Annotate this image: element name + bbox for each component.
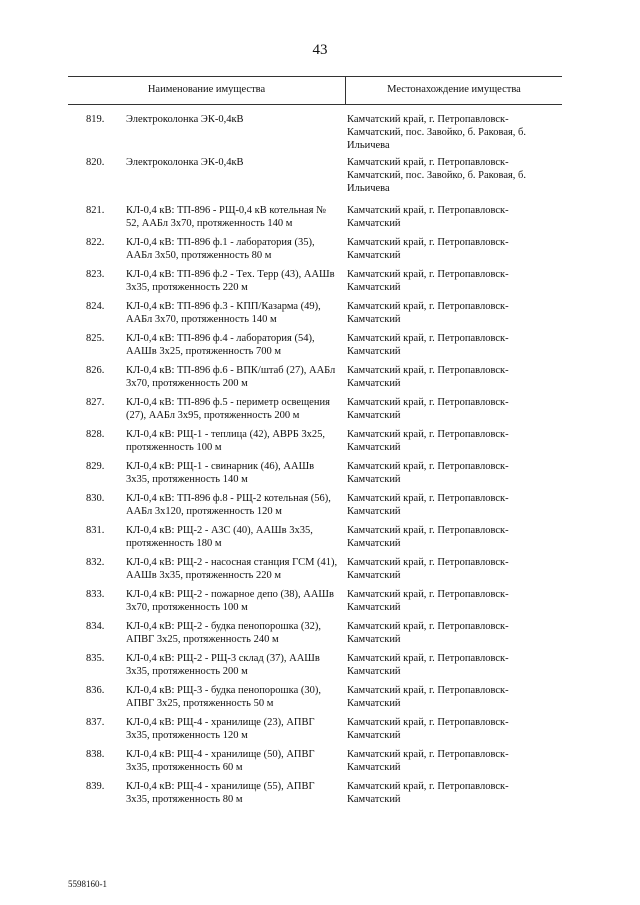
row-number: 838. — [86, 749, 105, 760]
row-location: Камчатский край, г. Петропавловск-Камчатский — [347, 653, 509, 677]
row-location: Камчатский край, г. Петропавловск-Камчатский — [347, 269, 509, 293]
row-property-name: Электроколонка ЭК-0,4кВ — [126, 114, 244, 125]
document-code: 5598160-1 — [68, 879, 107, 889]
row-property-name: КЛ-0,4 кВ: РЩ-2 - будка пенопорошка (32), АПВГ 3х25, протяженность 240 м — [126, 621, 321, 645]
row-property-name: Электроколонка ЭК-0,4кВ — [126, 157, 244, 168]
row-property-name: КЛ-0,4 кВ: РЩ-4 - хранилище (23), АПВГ 3х35, протяженность 120 м — [126, 717, 315, 741]
row-property-name: КЛ-0,4 кВ: РЩ-4 - хранилище (55), АПВГ 3х35, протяженность 80 м — [126, 781, 315, 805]
row-property-name: КЛ-0,4 кВ: ТП-896 ф.3 - КПП/Казарма (49), ААБл 3х70, протяженность 140 м — [126, 301, 321, 325]
row-property-name: КЛ-0,4 кВ: ТП-896 ф.2 - Тех. Терр (43), ААШв 3х35, протяженность 220 м — [126, 269, 335, 293]
row-property-name: КЛ-0,4 кВ: ТП-896 ф.5 - периметр освещения (27), ААБл 3х95, протяженность 200 м — [126, 397, 330, 421]
row-number: 827. — [86, 397, 105, 408]
row-number: 825. — [86, 333, 105, 344]
row-location: Камчатский край, г. Петропавловск-Камчатский — [347, 493, 509, 517]
row-number: 831. — [86, 525, 105, 536]
row-location: Камчатский край, г. Петропавловск-Камчатский — [347, 621, 509, 645]
row-number: 826. — [86, 365, 105, 376]
row-property-name: КЛ-0,4 кВ: РЩ-2 - АЗС (40), ААШв 3х35, протяженность 180 м — [126, 525, 313, 549]
row-property-name: КЛ-0,4 кВ: ТП-896 ф.1 - лаборатория (35), ААБл 3х50, протяженность 80 м — [126, 237, 315, 261]
row-location: Камчатский край, г. Петропавловск-Камчатский — [347, 685, 509, 709]
row-number: 836. — [86, 685, 105, 696]
column-header-name: Наименование имущества — [147, 84, 266, 95]
row-property-name: КЛ-0,4 кВ: РЩ-2 - пожарное депо (38), ААШв 3х70, протяженность 100 м — [126, 589, 334, 613]
row-location: Камчатский край, г. Петропавловск-Камчатский — [347, 461, 509, 485]
row-number: 835. — [86, 653, 105, 664]
row-property-name: КЛ-0,4 кВ: РЩ-2 - насосная станция ГСМ (41), ААШв 3х35, протяженность 220 м — [126, 557, 338, 581]
row-location: Камчатский край, г. Петропавловск-Камчатский, пос. Завойко, б. Раковая, б. Ильичева — [347, 114, 527, 151]
row-location: Камчатский край, г. Петропавловск-Камчатский — [347, 781, 509, 805]
row-location: Камчатский край, г. Петропавловск-Камчатский — [347, 717, 509, 741]
row-number: 833. — [86, 589, 105, 600]
row-location: Камчатский край, г. Петропавловск-Камчатский — [347, 333, 509, 357]
row-number: 832. — [86, 557, 105, 568]
row-property-name: КЛ-0,4 кВ: ТП-896 ф.8 - РЩ-2 котельная (56), ААБл 3х120, протяженность 120 м — [126, 493, 331, 517]
row-property-name: КЛ-0,4 кВ: РЩ-1 - теплица (42), АВРБ 3х25, протяженность 100 м — [126, 429, 326, 453]
column-header-location: Местонахождение имущества — [387, 84, 521, 95]
row-location: Камчатский край, г. Петропавловск-Камчатский, пос. Завойко, б. Раковая, б. Ильичева — [347, 157, 527, 194]
table-header — [68, 76, 562, 105]
row-number: 837. — [86, 717, 105, 728]
row-property-name: КЛ-0,4 кВ: РЩ-2 - РЩ-3 склад (37), ААШв 3х35, протяженность 200 м — [126, 653, 320, 677]
row-number: 830. — [86, 493, 105, 504]
row-number: 834. — [86, 621, 105, 632]
row-property-name: КЛ-0,4 кВ: ТП-896 - РЩ-0,4 кВ котельная № 52, ААБл 3х70, протяженность 140 м — [126, 205, 327, 229]
row-property-name: КЛ-0,4 кВ: РЩ-3 - будка пенопорошка (30), АПВГ 3х25, протяженность 50 м — [126, 685, 321, 709]
row-location: Камчатский край, г. Петропавловск-Камчатский — [347, 589, 509, 613]
row-location: Камчатский край, г. Петропавловск-Камчатский — [347, 749, 509, 773]
page-number: 43 — [312, 42, 328, 58]
row-number: 824. — [86, 301, 105, 312]
row-number: 823. — [86, 269, 105, 280]
row-location: Камчатский край, г. Петропавловск-Камчатский — [347, 525, 509, 549]
row-number: 819. — [86, 114, 105, 125]
row-number: 839. — [86, 781, 105, 792]
row-location: Камчатский край, г. Петропавловск-Камчатский — [347, 205, 509, 229]
row-location: Камчатский край, г. Петропавловск-Камчатский — [347, 365, 509, 389]
row-property-name: КЛ-0,4 кВ: РЩ-4 - хранилище (50), АПВГ 3х35, протяженность 60 м — [126, 749, 315, 773]
row-property-name: КЛ-0,4 кВ: ТП-896 ф.4 - лаборатория (54), ААШв 3х25, протяженность 700 м — [126, 333, 315, 357]
row-location: Камчатский край, г. Петропавловск-Камчатский — [347, 557, 509, 581]
row-location: Камчатский край, г. Петропавловск-Камчатский — [347, 301, 509, 325]
row-property-name: КЛ-0,4 кВ: ТП-896 ф.6 - ВПК/штаб (27), ААБл 3х70, протяженность 200 м — [126, 365, 336, 389]
row-location: Камчатский край, г. Петропавловск-Камчатский — [347, 397, 509, 421]
row-number: 829. — [86, 461, 105, 472]
row-location: Камчатский край, г. Петропавловск-Камчатский — [347, 237, 509, 261]
row-number: 820. — [86, 157, 105, 168]
row-number: 828. — [86, 429, 105, 440]
row-property-name: КЛ-0,4 кВ: РЩ-1 - свинарник (46), ААШв 3х35, протяженность 140 м — [126, 461, 315, 485]
row-location: Камчатский край, г. Петропавловск-Камчатский — [347, 429, 509, 453]
row-number: 821. — [86, 205, 105, 216]
row-number: 822. — [86, 237, 105, 248]
